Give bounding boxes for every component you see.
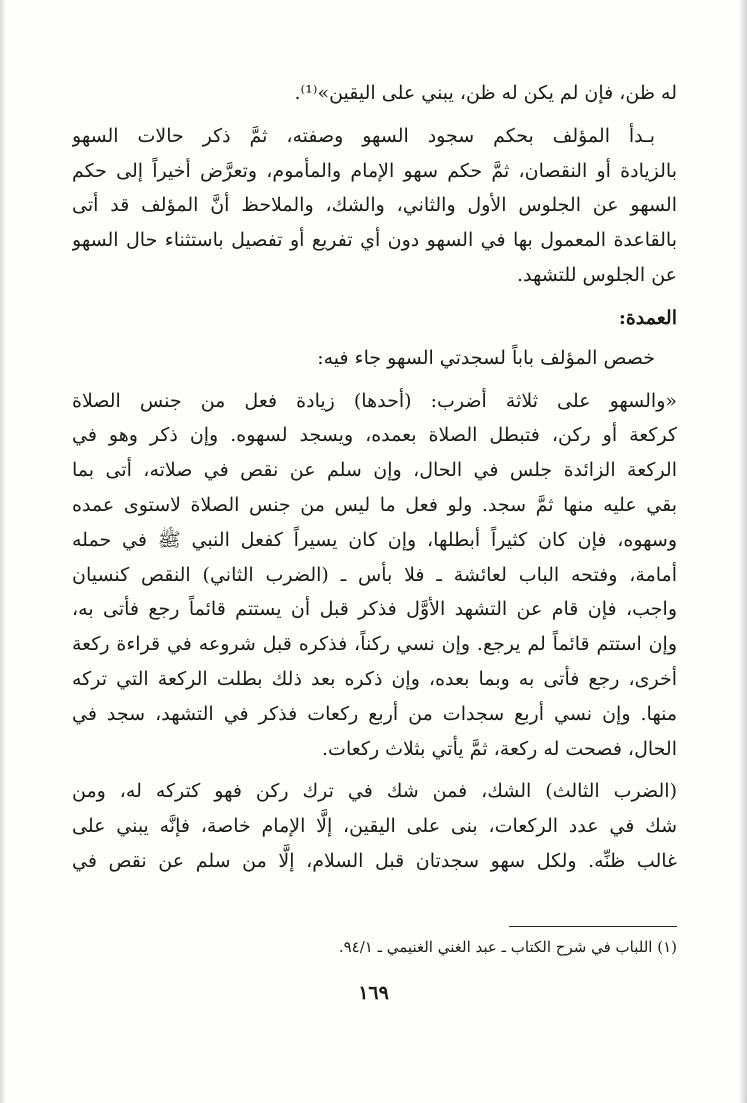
- text-line: وإن استتم قائماً لم يرجع. وإن نسي ركناً، فذكره قبل شروعه في قراءة ركعة: [72, 633, 677, 656]
- text-line: بالقاعدة المعمول بها في السهو دون أي تفريع أو تفصيل باستثناء حال السهو: [72, 229, 677, 252]
- text-line: أمامة، وفتحه الباب لعائشة ـ فلا بأس ـ (الضرب الثاني) النقص كنسيان: [72, 563, 677, 586]
- text-line: الحال، فصحت له ركعة، ثمَّ يأتي بثلاث ركعات.: [322, 737, 677, 760]
- text-line: (الضرب الثالث) الشك، فمن شك في ترك ركن فهو كتركه له، ومن: [72, 780, 677, 803]
- paragraph-summary: [72, 119, 677, 293]
- text-line: خصص المؤلف باباً لسجدتي السهو جاء فيه:: [317, 346, 655, 369]
- paragraph-quote-third: [72, 774, 677, 878]
- text-line: أخرى، رجع فأتى به وبما بعده، وإن ذكره بعد ذلك بطلت الركعة التي تركه: [72, 667, 677, 690]
- text-line: كركعة أو ركن، فتبطل الصلاة بعمده، ويسجد لسهوه. وإن ذكر وهو في: [72, 424, 677, 447]
- text-line: عن الجلوس للتشهد.: [516, 263, 677, 286]
- text-line: شك في عدد الركعات، بنى على اليقين، إلَّا الإمام خاصة، فإنَّه يبني على: [72, 815, 677, 838]
- text-line: بقي عليه منها ثمَّ سجد. ولو فعل ما ليس من جنس الصلاة لاستوى عمده: [72, 493, 677, 516]
- text-line: واجب، فإن قام عن التشهد الأوَّل فذكر قبل أن يستتم قائماً رجع فأتى به،: [72, 598, 677, 621]
- text-line: بـدأ المؤلف بحكم سجود السهو وصفته، ثمَّ ذكر حالات السهو: [72, 124, 655, 147]
- page-edge-shadow-left: [0, 0, 6, 1103]
- text-line: له ظن، فإن لم يكن له ظن، يبني على اليقين»⁽¹⁾.: [294, 82, 677, 104]
- page-number: ١٦٩: [358, 982, 389, 1004]
- text-line: «والسهو على ثلاثة أضرب: (أحدها) زيادة فعل من جنس الصلاة: [72, 389, 677, 412]
- footnote: (١) اللباب في شرح الكتاب ـ عبد الغني الغنيمي ـ ٩٤/١.: [338, 938, 677, 956]
- section-heading: العمدة:: [618, 306, 677, 329]
- text-line: وسهوه، فإن كان كثيراً أبطلها، وإن كان يسيراً كفعل النبي ﷺ في حمله: [72, 528, 677, 551]
- page-body: [72, 76, 677, 887]
- footnote-divider: [509, 926, 677, 927]
- text-line: بالزيادة أو النقصان، ثمَّ حكم سهو الإمام والمأموم، وتعرَّض أخيراً إلى حكم: [72, 159, 677, 182]
- paragraph-intro-quote: [72, 341, 677, 376]
- text-line: السهو عن الجلوس الأول والثاني، والشك، والملاحظ أنَّ المؤلف قد أتى: [72, 194, 677, 217]
- text-line: منها. وإن نسي أربع سجدات من أربع ركعات فذكر في التشهد، سجد في: [72, 702, 677, 725]
- text-line: الركعة الزائدة جلس في الحال، وإن سلم عن نقص في صلاته، أتى بما: [72, 459, 677, 482]
- paragraph-quote-main: [72, 384, 677, 767]
- page-edge-shadow-right: [739, 0, 747, 1103]
- text-line: غالب ظنِّه. ولكل سهو سجدتان قبل السلام، إلَّا من سلم عن نقص في: [72, 849, 677, 872]
- paragraph-intro-tail: [72, 76, 677, 111]
